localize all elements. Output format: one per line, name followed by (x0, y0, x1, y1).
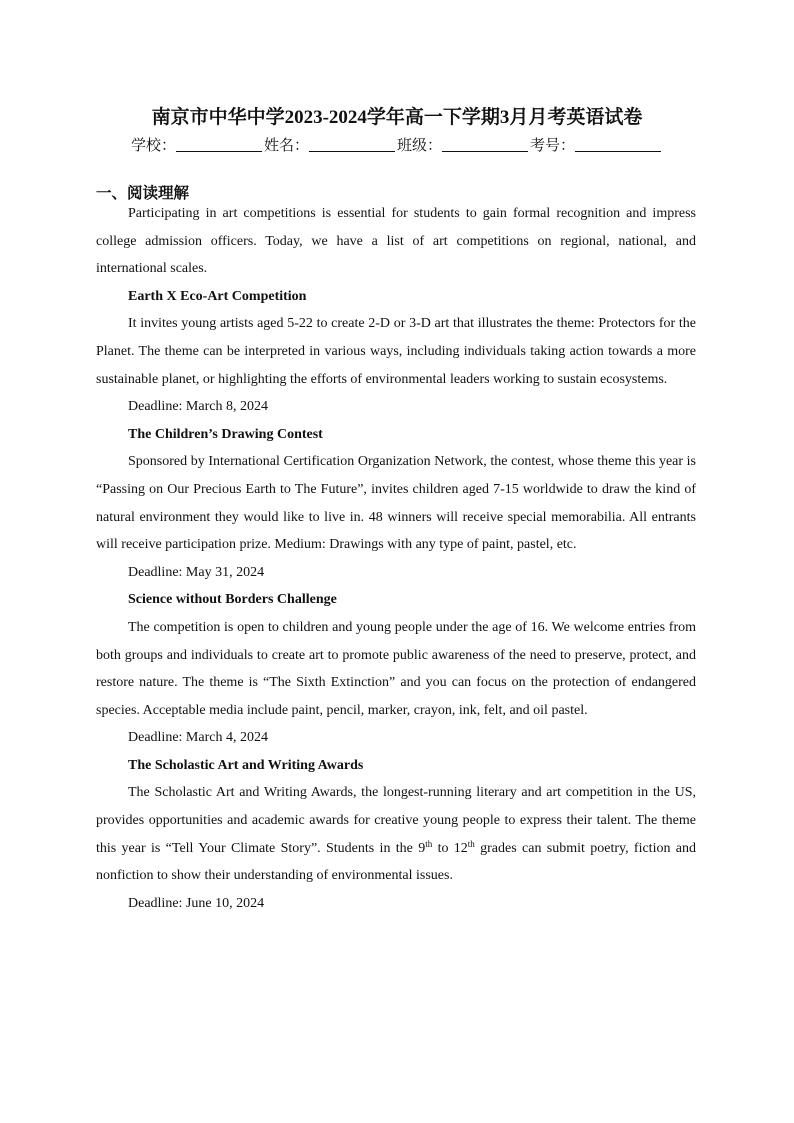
competition-title: The Scholastic Art and Writing Awards (128, 757, 364, 773)
name-label: 姓名： (263, 138, 309, 154)
section-heading: 一、阅读理解 (96, 185, 190, 202)
competition-deadline: Deadline: June 10, 2024 (128, 895, 265, 911)
class-blank[interactable] (442, 137, 528, 152)
competition-description (96, 779, 696, 889)
competition-title: The Children’s Drawing Contest (128, 426, 323, 442)
competition-description: The competition is open to children and young people under the age of 16. We welcome entries from both groups and individuals to create art to promote public awareness of the need to preserve, protect, and restore nature. The theme is “The Sixth Extinction” and you can focus on the protection of endangered species. Acceptable media include paint, pencil, marker, crayon, ink, felt, and oil pastel. (96, 619, 696, 718)
description-text: grades can submit poetry, fiction and nonfiction to show their understanding of environmental issues. (96, 840, 697, 884)
school-label: 学校： (130, 138, 176, 154)
competition-title: Earth X Eco-Art Competition (128, 288, 307, 304)
ordinal-suffix: th (467, 838, 475, 849)
competition-description: Sponsored by International Certification Organization Network, the contest, whose theme this year is “Passing on Our Precious Earth to The Future”, invites children aged 7-15 worldwide to draw the kind of natural environment they would like to live in. 48 winners will receive special memorabilia. All entrants will receive participation prize. Medium: Drawings with any type of paint, pastel, etc. (96, 454, 696, 553)
class-label: 班级： (397, 138, 443, 154)
competition-description: It invites young artists aged 5-22 to create 2-D or 3-D art that illustrates the theme: Protectors for the Planet. The theme can be interpreted in various ways, including individuals taking action towards a more sustainable planet, or highlighting the efforts of environmental leaders working to sustain ecosystems. (96, 316, 696, 387)
school-blank[interactable] (176, 137, 262, 152)
competition-deadline: Deadline: May 31, 2024 (128, 564, 265, 580)
description-text: to 12 (432, 840, 468, 856)
exam-title: 南京市中华中学2023-2024学年高一下学期3月月考英语试卷 (151, 107, 643, 128)
exam-number-blank[interactable] (575, 137, 661, 152)
student-info-line (0, 134, 794, 155)
competition-deadline: Deadline: March 4, 2024 (128, 730, 268, 746)
competition-deadline: Deadline: March 8, 2024 (128, 399, 268, 415)
exam-number-label: 考号： (530, 138, 576, 154)
competition-title: Science without Borders Challenge (128, 592, 337, 608)
ordinal-suffix: th (425, 838, 433, 849)
description-text: The Scholastic Art and Writing Awards, the longest-running literary and art competition in the US, provides opportunities and academic awards for creative young people to express their talent. The theme this year is “Tell Your Climate Story”. Students in the 9 (96, 785, 696, 856)
intro-paragraph: Participating in art competitions is essential for students to gain formal recognition and impress college admission officers. Today, we have a list of art competitions on regional, national, and international scales. (96, 206, 696, 277)
name-blank[interactable] (309, 137, 395, 152)
reading-passage (96, 200, 696, 917)
